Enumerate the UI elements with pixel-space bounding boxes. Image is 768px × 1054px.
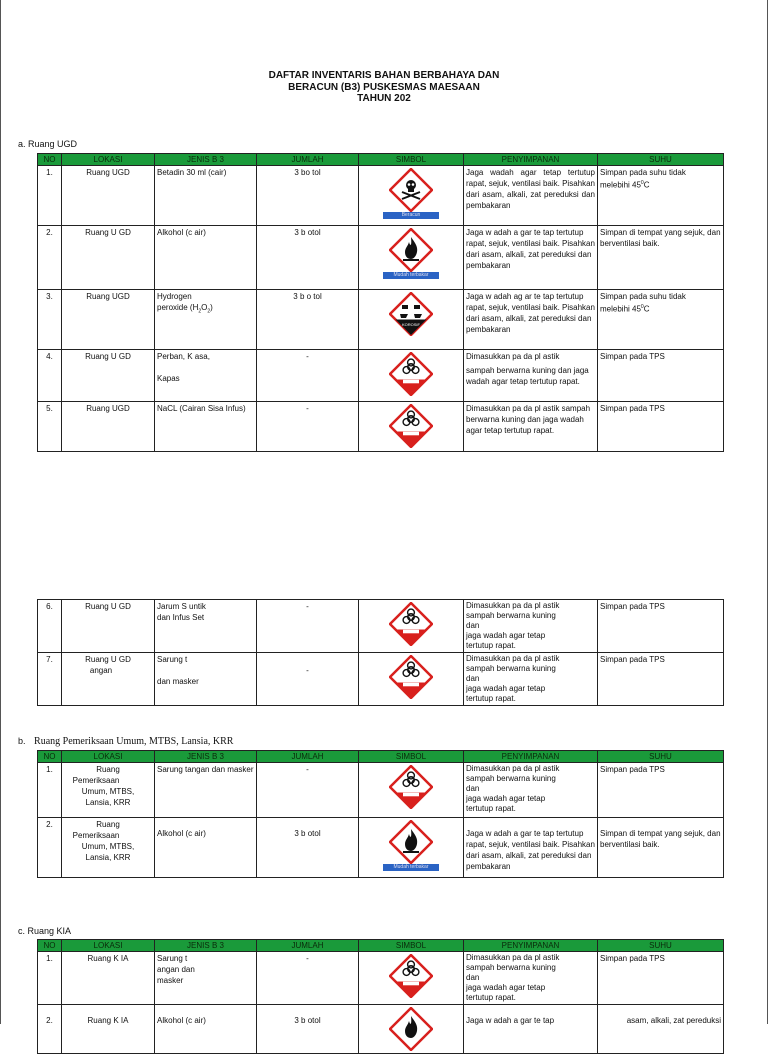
cell-lokasi: Ruang U GD [62,600,155,653]
cell-no: 5. [38,402,62,452]
flammable-flame-icon [389,1007,433,1051]
toxic-skull-icon [389,168,433,212]
cell-penyimpanan: Jaga wadah agar tetap tertutup rapat, sejuk, ventilasi baik. Pisahkan dari asam, alkali, zat pereduksi dan pembakaran [464,166,598,226]
header-penyimpanan: PENYIMPANAN [464,154,598,166]
jenis-line: Sarung t [157,655,188,664]
cell-suhu: Simpan di tempat yang sejuk, dan berventilasi baik. [598,226,724,290]
cell-suhu: Simpan pada suhu tidak melebihi $45^0C$ [598,290,724,350]
cell-lokasi: Ruang U GD [62,226,155,290]
table-row [38,600,724,653]
section-b-title: Ruang Pemeriksaan Umum, MTBS, Lansia, KRR [34,736,234,747]
cell-lokasi [62,818,155,878]
title-line-1: DAFTAR INVENTARIS BAHAN BERBAHAYA DAN [268,70,500,81]
cell-no: 4. [38,350,62,402]
table-row [38,402,724,452]
cell-jenis: NaCL (Cairan Sisa Infus) [155,402,257,452]
cell-jumlah: - [257,600,359,653]
cell-jumlah: 3 b otol [257,1005,359,1054]
penyimpanan-line: jaga wadah agar tetap [466,631,546,640]
biohazard-icon [389,954,433,998]
cell-penyimpanan: Jaga w adah a gar te tap tertutup rapat, sejuk, ventilasi baik. Pisahkan dari asam, alkali, zat pereduksi dan pembakaran [464,818,598,878]
header-simbol: SIMBOL [359,751,464,763]
cell-no: 3. [38,290,62,350]
cell-jumlah [257,653,359,706]
cell-simbol [359,653,464,706]
header-no: NO [38,751,62,763]
cell-jenis [155,290,257,350]
cell-lokasi [62,763,155,818]
lokasi-line: Umum, MTBS, [81,787,135,796]
subscript: 2 [207,308,211,315]
header-no: NO [38,154,62,166]
penyimpanan-line: tertutup rapat. [466,641,516,650]
label-beracun: Beracun [383,212,439,219]
jenis-line: Perban, K asa, [157,352,210,361]
cell-penyimpanan [464,653,598,706]
cell-simbol [359,952,464,1005]
penyimpanan-line: tertutup rapat. [466,694,516,703]
jenis-line: Kapas [157,374,180,383]
penyimpanan-line: sampah berwarna kuning [466,611,556,620]
jumlah-value: - [306,666,309,675]
penyimpanan-line: tertutup rapat. [466,993,516,1002]
cell-lokasi: Ruang K IA [62,952,155,1005]
cell-simbol [359,402,464,452]
table-ruang-ugd [37,153,724,452]
table-row [38,763,724,818]
cell-no: 6. [38,600,62,653]
cell-penyimpanan [464,350,598,402]
penyimpanan-line: jaga wadah agar tetap [466,684,546,693]
penyimpanan-line: jaga wadah agar tetap [466,983,546,992]
jenis-line: angan dan [157,965,195,974]
title-line-2: BERACUN (B3) PUSKESMAS MAESAAN [288,81,480,93]
penyimpanan-line: sampah berwarna kuning [466,963,556,972]
cell-jumlah: 3 b otol [257,226,359,290]
penyimpanan-line: Dimasukkan pa da pl astik [466,953,560,962]
cell-suhu: asam, alkali, zat pereduksi [598,1005,724,1054]
cell-penyimpanan: Jaga w adah a gar te tap [464,1005,598,1054]
penyimpanan-line: sampah berwarna kuning [466,664,556,673]
penyimpanan-line: dan [466,621,480,630]
header-simbol: SIMBOL [359,940,464,952]
suhu-line: Simpan pada suhu tidak [600,292,686,301]
cell-penyimpanan: Dimasukkan pa da pl astik sampah berwarna kuning dan jaga wadah agar tetap tertutup rapat. [464,402,598,452]
suhu-line: melebihi 45 [600,180,641,190]
cell-no: 1. [38,763,62,818]
penyimpanan-line: jaga wadah agar tetap [466,794,546,803]
subscript: 2 [198,308,202,315]
cell-jenis [155,350,257,402]
title-line-3: TAHUN 202 [357,93,411,104]
cell-suhu: Simpan pada TPS [598,653,724,706]
header-lokasi: LOKASI [62,154,155,166]
cell-simbol [359,226,464,290]
header-lokasi: LOKASI [62,940,155,952]
table-row [38,952,724,1005]
lokasi-line: angan [89,666,113,675]
penyimpanan-line: sampah berwarna kuning dan jaga wadah agar tetap tertutup rapat. [466,366,589,386]
biohazard-icon [389,352,433,396]
table-ruang-ugd-continued [37,599,724,706]
cell-suhu: Simpan pada TPS [598,350,724,402]
header-suhu: SUHU [598,751,724,763]
header-jumlah: JUMLAH [257,940,359,952]
cell-jumlah: 3 b otol [257,818,359,878]
jenis-line: peroxide (H [157,303,199,312]
cell-suhu: Simpan pada TPS [598,600,724,653]
cell-jumlah: - [257,402,359,452]
cell-jenis: Sarung tangan dan masker [155,763,257,818]
cell-simbol [359,1005,464,1054]
lokasi-line: Ruang [96,765,120,774]
suhu-unit: C [643,180,650,190]
cell-jumlah: 3 b o tol [257,290,359,350]
penyimpanan-line: Dimasukkan pa da pl astik [466,654,560,663]
cell-suhu: Simpan pada TPS [598,763,724,818]
jenis-line: masker [157,976,184,985]
cell-lokasi: Ruang UGD [62,166,155,226]
cell-jumlah: - [257,350,359,402]
table-header-row [38,940,724,952]
cell-jenis [155,952,257,1005]
cell-lokasi: Ruang UGD [62,290,155,350]
cell-simbol [359,818,464,878]
page-left-edge [0,0,1,1024]
section-b-label [18,736,233,747]
header-jumlah: JUMLAH [257,751,359,763]
cell-lokasi [62,653,155,706]
label-mudah-terbakar: Mudah terbakar [383,864,439,871]
jenis-line: Jarum S untik [157,602,206,611]
corrosive-icon [389,292,433,336]
biohazard-icon [389,602,433,646]
cell-no: 2. [38,226,62,290]
cell-simbol [359,600,464,653]
cell-no: 2. [38,1005,62,1054]
cell-suhu: Simpan pada TPS [598,952,724,1005]
penyimpanan-line: Dimasukkan pa da pl astik [466,352,560,361]
cell-lokasi: Ruang K IA [62,1005,155,1054]
cell-jumlah: - [257,763,359,818]
flammable-flame-icon [389,820,433,864]
suhu-unit: C [643,304,650,314]
cell-no: 7. [38,653,62,706]
lokasi-line: Ruang U GD [85,655,131,664]
cell-no: 1. [38,952,62,1005]
cell-penyimpanan [464,952,598,1005]
cell-suhu: Simpan pada suhu tidak melebihi $45^0C$ [598,166,724,226]
lokasi-line: Lansia, KRR [85,853,131,862]
table-row [38,818,724,878]
table-header-row [38,154,724,166]
header-penyimpanan: PENYIMPANAN [464,940,598,952]
cell-penyimpanan [464,600,598,653]
cell-lokasi: Ruang U GD [62,350,155,402]
cell-suhu: Simpan pada TPS [598,402,724,452]
suhu-line: melebihi 45 [600,304,641,314]
penyimpanan-line: tertutup rapat. [466,804,516,813]
cell-penyimpanan: Jaga w adah ag ar te tap tertutup rapat, sejuk, ventilasi baik. Pisahkan dari asam, alkali, zat pereduksi dan pembakaran [464,290,598,350]
section-c-label: c. Ruang KIA [18,926,72,936]
header-suhu: SUHU [598,940,724,952]
jenis-line: dan Infus Set [157,613,205,622]
cell-simbol [359,763,464,818]
table-header-row [38,751,724,763]
penyimpanan-line: Dimasukkan pa da pl astik [466,764,560,773]
jenis-line: Hydrogen [157,292,192,301]
lokasi-line: Ruang [96,820,120,829]
section-b-prefix: b. [18,736,26,746]
lokasi-line: Pemeriksaan [72,776,120,785]
penyimpanan-line: Dimasukkan pa da pl astik [466,601,560,610]
header-simbol: SIMBOL [359,154,464,166]
cell-no: 2. [38,818,62,878]
cell-simbol [359,290,464,350]
header-lokasi: LOKASI [62,751,155,763]
table-row [38,226,724,290]
penyimpanan-line: sampah berwarna kuning [466,774,556,783]
document-title [0,70,768,105]
cell-jenis [155,600,257,653]
header-suhu: SUHU [598,154,724,166]
table-row [38,290,724,350]
cell-jumlah: - [257,952,359,1005]
jenis-line: ) [210,303,213,312]
jenis-line: O [201,303,208,312]
header-jenis: JENIS B 3 [155,154,257,166]
table-row [38,653,724,706]
header-jumlah: JUMLAH [257,154,359,166]
cell-suhu: Simpan di tempat yang sejuk, dan berventilasi baik. [598,818,724,878]
header-jenis: JENIS B 3 [155,940,257,952]
penyimpanan-line: dan [466,674,480,683]
suhu-line: Simpan pada suhu tidak [600,168,686,177]
header-penyimpanan: PENYIMPANAN [464,751,598,763]
cell-no: 1. [38,166,62,226]
lokasi-line: Lansia, KRR [85,798,131,807]
penyimpanan-line: dan [466,973,480,982]
header-no: NO [38,940,62,952]
cell-jenis: Alkohol (c air) [155,818,257,878]
flammable-flame-icon [389,228,433,272]
jenis-line: dan masker [157,677,199,686]
section-a-label: a. Ruang UGD [18,139,78,149]
table-row [38,1005,724,1054]
cell-penyimpanan [464,763,598,818]
table-row [38,350,724,402]
table-ruang-kia [37,939,724,1054]
cell-simbol [359,350,464,402]
cell-jenis: Betadin 30 ml (cair) [155,166,257,226]
table-ruang-pemeriksaan [37,750,724,878]
label-mudah-terbakar: Mudah terbakar [383,272,439,279]
cell-jenis: Alkohol (c air) [155,1005,257,1054]
lokasi-line: Umum, MTBS, [81,842,135,851]
cell-simbol [359,166,464,226]
korosif-text: KOROSIF [401,322,421,327]
table-row [38,166,724,226]
cell-lokasi: Ruang UGD [62,402,155,452]
lokasi-line: Pemeriksaan [72,831,120,840]
penyimpanan-line: dan [466,784,480,793]
biohazard-icon [389,404,433,448]
jenis-line: Sarung t [157,954,188,963]
cell-jenis: Alkohol (c air) [155,226,257,290]
header-jenis: JENIS B 3 [155,751,257,763]
cell-jumlah: 3 bo tol [257,166,359,226]
biohazard-icon [389,765,433,809]
biohazard-icon [389,655,433,699]
cell-penyimpanan: Jaga w adah a gar te tap tertutup rapat, sejuk, ventilasi baik. Pisahkan dari asam, alkali, zat pereduksi dan pembakaran [464,226,598,290]
cell-jenis [155,653,257,706]
